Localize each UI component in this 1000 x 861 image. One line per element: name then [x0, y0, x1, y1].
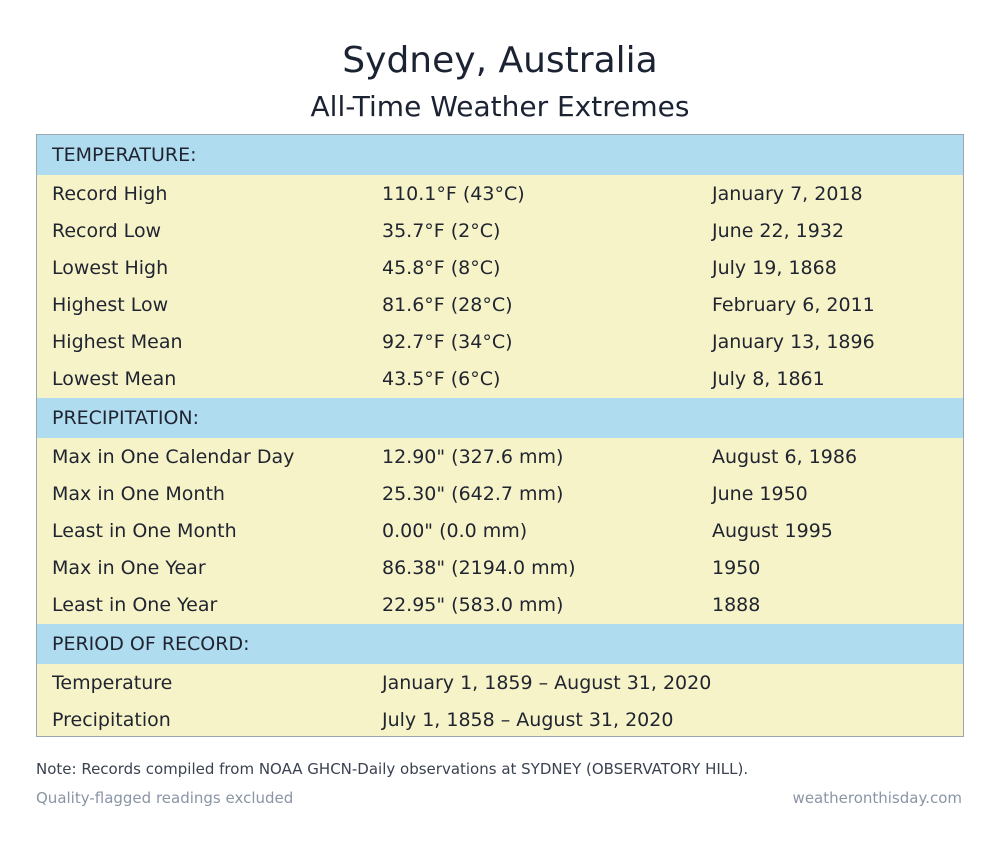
- table-row: [37, 439, 963, 476]
- row-value: 0.00" (0.0 mm): [382, 520, 528, 542]
- table-row: [37, 665, 963, 702]
- row-label: Temperature: [52, 672, 173, 694]
- row-label: Precipitation: [52, 709, 171, 731]
- row-label: Lowest High: [52, 257, 169, 279]
- footer-site-credit: weatheronthisday.com: [792, 789, 962, 807]
- row-date: 1950: [712, 557, 761, 579]
- row-value: 35.7°F (2°C): [382, 220, 501, 242]
- row-label: Max in One Year: [52, 557, 206, 579]
- row-value: 86.38" (2194.0 mm): [382, 557, 576, 579]
- table-row: [37, 702, 963, 739]
- row-label: Highest Low: [52, 294, 169, 316]
- table-row: [37, 587, 963, 624]
- table-row: [37, 476, 963, 513]
- row-label: Record Low: [52, 220, 162, 242]
- section-header-temperature: TEMPERATURE:: [37, 135, 963, 175]
- row-value: 43.5°F (6°C): [382, 368, 501, 390]
- table-row: [37, 550, 963, 587]
- row-date: July 8, 1861: [712, 368, 825, 390]
- table-row: [37, 324, 963, 361]
- row-label: Record High: [52, 183, 168, 205]
- row-value: January 1, 1859 – August 31, 2020: [382, 672, 712, 694]
- footer-disclaimer: Quality-flagged readings excluded: [36, 789, 294, 807]
- row-date: July 19, 1868: [712, 257, 837, 279]
- row-date: August 6, 1986: [712, 446, 858, 468]
- row-value: 110.1°F (43°C): [382, 183, 525, 205]
- section-header-precipitation: PRECIPITATION:: [37, 398, 963, 438]
- table-row: [37, 361, 963, 398]
- table-row: [37, 250, 963, 287]
- row-value: 12.90" (327.6 mm): [382, 446, 564, 468]
- row-label: Least in One Year: [52, 594, 218, 616]
- page-subtitle: All-Time Weather Extremes: [310, 90, 690, 123]
- row-label: Lowest Mean: [52, 368, 177, 390]
- row-date: June 1950: [712, 483, 808, 505]
- row-date: January 7, 2018: [712, 183, 863, 205]
- row-date: 1888: [712, 594, 761, 616]
- row-value: 45.8°F (8°C): [382, 257, 501, 279]
- row-date: January 13, 1896: [712, 331, 875, 353]
- table-row: [37, 213, 963, 250]
- table-row: [37, 176, 963, 213]
- row-label: Max in One Calendar Day: [52, 446, 295, 468]
- records-table: [36, 134, 964, 737]
- row-value: 92.7°F (34°C): [382, 331, 513, 353]
- table-row: [37, 513, 963, 550]
- row-date: February 6, 2011: [712, 294, 875, 316]
- page-title: Sydney, Australia: [342, 40, 658, 81]
- row-value: 22.95" (583.0 mm): [382, 594, 564, 616]
- row-date: June 22, 1932: [712, 220, 845, 242]
- row-value: 81.6°F (28°C): [382, 294, 513, 316]
- row-date: August 1995: [712, 520, 833, 542]
- table-row: [37, 287, 963, 324]
- row-value: 25.30" (642.7 mm): [382, 483, 564, 505]
- section-header-period-of-record: PERIOD OF RECORD:: [37, 624, 963, 664]
- row-value: July 1, 1858 – August 31, 2020: [382, 709, 674, 731]
- row-label: Least in One Month: [52, 520, 237, 542]
- row-label: Max in One Month: [52, 483, 225, 505]
- source-note: Note: Records compiled from NOAA GHCN-Daily observations at SYDNEY (OBSERVATORY HILL).: [36, 760, 749, 778]
- row-label: Highest Mean: [52, 331, 183, 353]
